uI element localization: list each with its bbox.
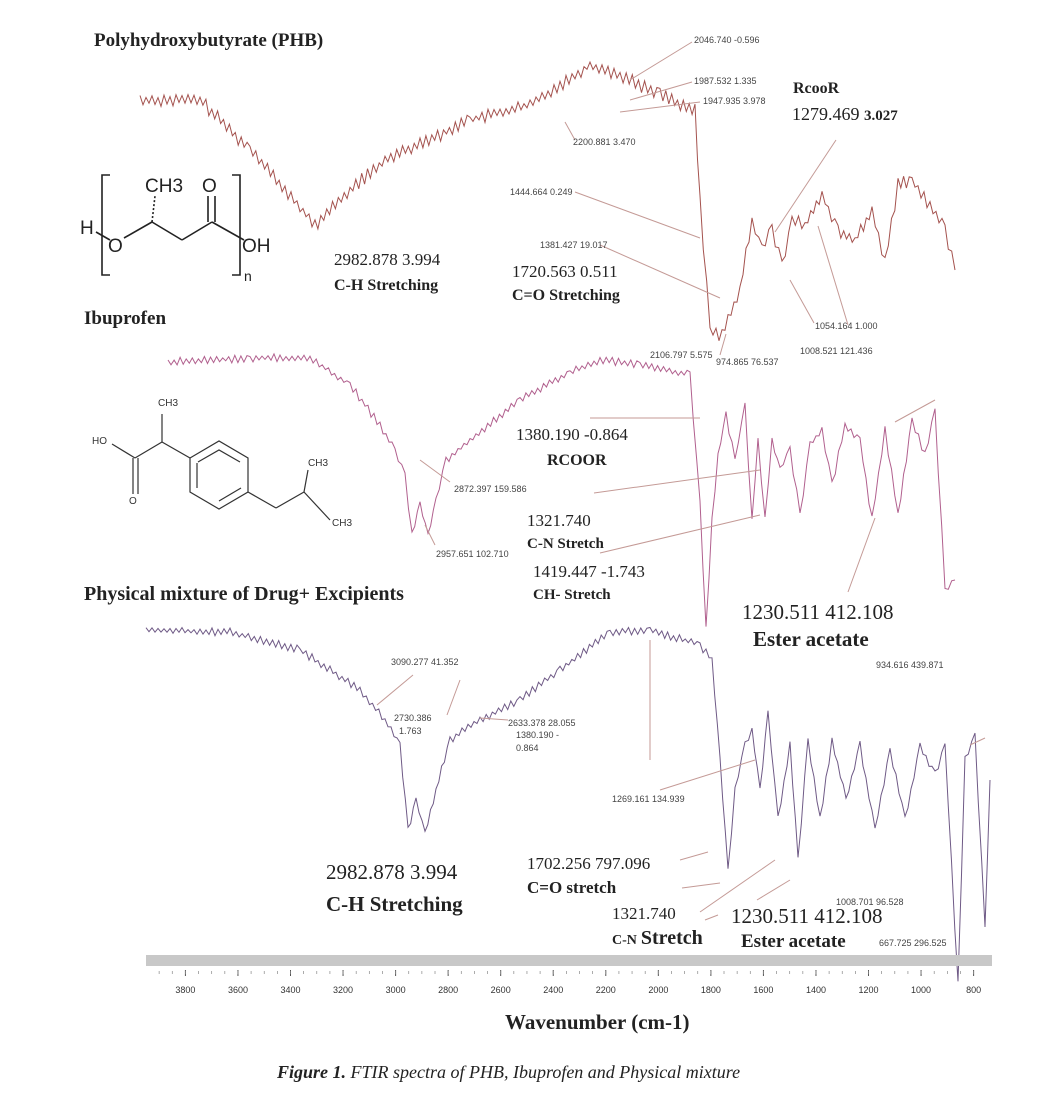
mix-ann-1380: 1380.190 - [516, 730, 560, 740]
phb-ann-ch-stretching: C-H Stretching [334, 277, 439, 294]
annotation-pointer-line [660, 760, 755, 790]
annotation-pointer-line [757, 880, 790, 900]
annotation-pointer-line [377, 675, 413, 705]
annotation-pointer-line [680, 852, 708, 860]
ibu-ring-inner-b [219, 488, 241, 501]
mix-ann-stretch: Stretch [640, 927, 703, 949]
ibu-ann-1321: 1321.740 [527, 511, 591, 530]
phb-ann-2046: 2046.740 -0.596 [694, 35, 760, 45]
mix-ann-1702: 1702.256 797.096 [527, 854, 651, 873]
ibu-ann-2957: 2957.651 102.710 [436, 549, 509, 559]
x-tick-label: 3800 [175, 985, 196, 995]
ibu-bond-c-ca [135, 442, 162, 458]
ibu-o-label: O [129, 496, 137, 507]
mix-ann-1269: 1269.161 134.939 [612, 794, 685, 804]
mix-ann-cn: C-N [612, 933, 637, 948]
ibu-ann-934: 934.616 439.871 [876, 660, 944, 670]
phb-ann-rcoor: RcooR [793, 80, 840, 97]
phb-title: Polyhydroxybutyrate (PHB) [94, 30, 324, 51]
ibu-ann-cn-stretch: C-N Stretch [527, 536, 604, 552]
annotation-pointer-line [630, 42, 692, 80]
phb-ann-974: 974.865 76.537 [716, 357, 779, 367]
x-tick-label: 3200 [333, 985, 354, 995]
annotation-pointer-line [600, 515, 760, 553]
annotation-pointer-line [790, 280, 814, 323]
phb-ann-1008: 1008.521 121.436 [800, 346, 873, 356]
phb-ann-1381: 1381.427 19.017 [540, 240, 608, 250]
x-tick-label: 1200 [858, 985, 879, 995]
phb-ann-1054: 1054.164 1.000 [815, 321, 878, 331]
x-tick-label: 2800 [438, 985, 459, 995]
x-tick-label: 1000 [911, 985, 932, 995]
phb-carbonyl-o-label: O [202, 176, 217, 197]
mix-ann-1008: 1008.701 96.528 [836, 897, 904, 907]
x-tick-label: 2400 [543, 985, 564, 995]
ibu-ch3-b-label: CH3 [332, 518, 353, 529]
phb-ann-1947: 1947.935 3.978 [703, 96, 766, 106]
ibu-ann-ester-acetate: Ester acetate [753, 627, 869, 651]
ibu-bond-ring-ch2 [248, 492, 276, 508]
ibu-bond-ch-ch3a [304, 470, 308, 492]
ibu-bond-ho-c [112, 444, 135, 458]
phb-bond-c-c [152, 222, 182, 240]
ibu-ann-1419: 1419.447 -1.743 [533, 562, 645, 581]
annotation-pointer-line [447, 680, 460, 715]
ibu-bond-ch-ch3b [304, 492, 330, 520]
annotation-pointer-line [420, 460, 450, 482]
mix-ann-667: 667.725 296.525 [879, 938, 947, 948]
annotation-pointer-line [720, 334, 726, 355]
x-tick-label: 3000 [385, 985, 406, 995]
phb-bracket-left [102, 175, 110, 275]
ibu-ann-1380: 1380.190 -0.864 [516, 425, 628, 444]
x-tick-label: 2200 [595, 985, 616, 995]
phb-h-label: H [80, 218, 94, 239]
mix-ann-2730: 2730.386 [394, 713, 432, 723]
phb-n-label: n [244, 268, 252, 284]
mix-ann-co-stretch: C=O stretch [527, 878, 617, 897]
figure-caption [277, 1062, 740, 1083]
annotation-pointer-line [575, 192, 700, 238]
phb-ann-2200: 2200.881 3.470 [573, 137, 636, 147]
caption-prefix: Figure 1. [277, 1062, 347, 1082]
phb-ann-1279-tail: 3.027 [864, 108, 898, 124]
ibu-ho-label: HO [92, 436, 107, 447]
x-axis-label: Wavenumber (cm-1) [505, 1010, 690, 1034]
phb-ann-2106: 2106.797 5.575 [650, 350, 713, 360]
annotation-pointer-line [775, 140, 836, 232]
phb-ann-1720: 1720.563 0.511 [512, 262, 618, 281]
ibu-bond-ch2-ch [276, 492, 304, 508]
annotation-pointer-line [818, 226, 848, 325]
ibu-ann-ch-stretch: CH- Stretch [533, 587, 611, 603]
ibu-bond-ca-ring [162, 442, 190, 458]
phb-ann-1279-value: 1279.469 [792, 104, 860, 124]
x-tick-label: 1400 [805, 985, 826, 995]
mix-ann-ester-acetate: Ester acetate [741, 931, 846, 952]
mix-ann-1230: 1230.511 412.108 [731, 904, 883, 928]
x-tick-label: 1600 [753, 985, 774, 995]
phb-ch3-label: CH3 [145, 176, 184, 197]
phb-oh-label: OH [242, 236, 271, 257]
phb-o-label: O [108, 236, 123, 257]
mix-ann-2633: 2633.378 28.055 [508, 718, 576, 728]
phb-ann-1987: 1987.532 1.335 [694, 76, 757, 86]
x-tick-label: 3600 [227, 985, 248, 995]
mix-ann-1380-b: 0.864 [516, 743, 539, 753]
x-tick-label: 2000 [648, 985, 669, 995]
ibuprofen-title: Ibuprofen [84, 308, 167, 329]
mix-ann-ch-stretching: C-H Stretching [326, 892, 463, 916]
annotation-pointer-line [895, 400, 935, 422]
phb-ann-1444: 1444.664 0.249 [510, 187, 573, 197]
x-axis-bar [146, 955, 992, 966]
ibu-ring-inner [198, 450, 240, 462]
phb-bond-c-cbonyl [182, 222, 212, 240]
x-tick-label: 2600 [490, 985, 511, 995]
ibu-ch3-a-label: CH3 [308, 458, 329, 469]
phb-ann-2982: 2982.878 3.994 [334, 250, 441, 269]
x-tick-label: 1800 [700, 985, 721, 995]
mix-ann-2982: 2982.878 3.994 [326, 860, 458, 884]
phb-ann-1279 [792, 104, 898, 125]
mix-ann-3090: 3090.277 41.352 [391, 657, 459, 667]
mix-ann-2730-b: 1.763 [399, 726, 422, 736]
phb-bond-o-c [124, 222, 152, 238]
annotation-pointer-line [705, 915, 718, 920]
ibu-ch3-top-label: CH3 [158, 398, 179, 409]
ibuprofen-structure [112, 414, 330, 520]
phb-ann-co-stretching: C=O Stretching [512, 287, 620, 304]
caption-text: FTIR spectra of PHB, Ibuprofen and Physical mixture [350, 1062, 741, 1082]
phb-bracket-right [232, 175, 240, 275]
ibu-ring [190, 441, 248, 509]
ibu-ann-rcoor: RCOOR [547, 452, 607, 469]
annotation-pointer-line [682, 883, 720, 888]
x-tick-label: 3400 [280, 985, 301, 995]
annotation-pointer-line [848, 518, 875, 592]
x-tick-label: 800 [966, 985, 982, 995]
mix-ann-cn-stretch [612, 927, 703, 950]
phb-bond-ch3 [152, 196, 155, 222]
mixture-title: Physical mixture of Drug+ Excipients [84, 583, 404, 605]
ibu-ann-1230: 1230.511 412.108 [742, 600, 894, 624]
annotation-pointer-line [594, 470, 760, 493]
mix-ann-1321: 1321.740 [612, 904, 676, 923]
ibu-ann-2872: 2872.397 159.586 [454, 484, 527, 494]
